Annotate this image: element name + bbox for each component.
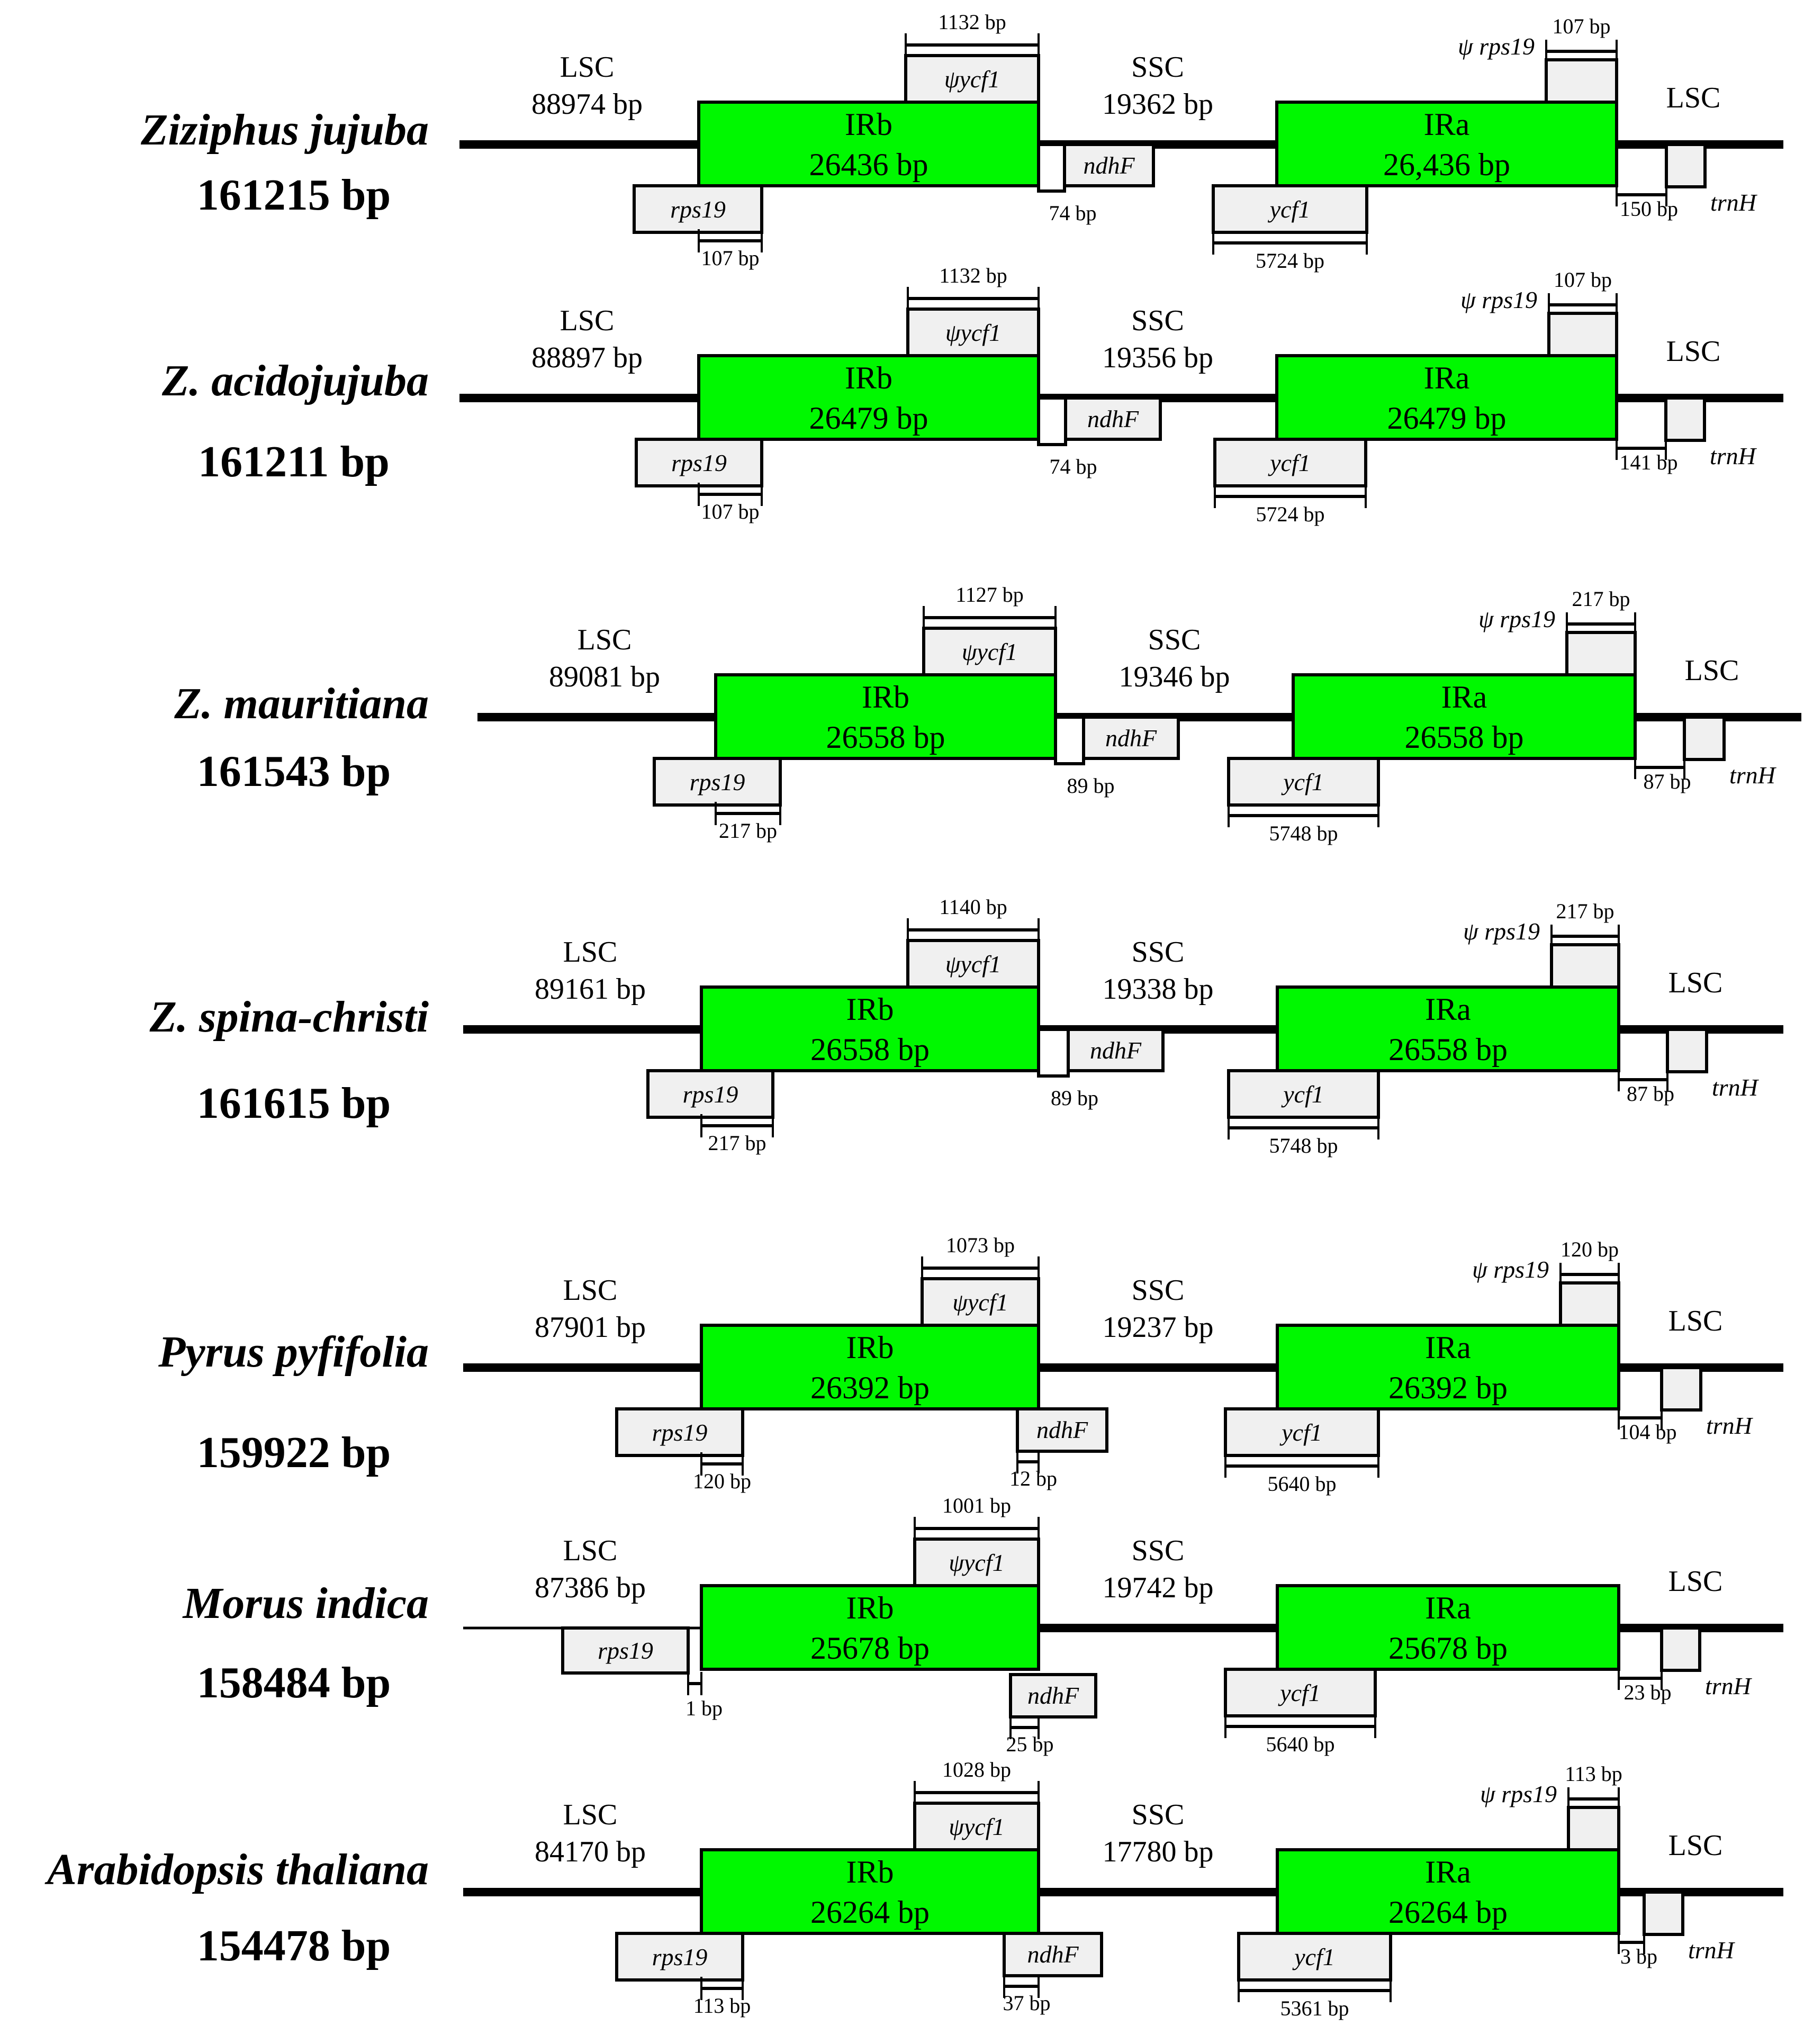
species-name: Pyrus pyfifolia [158, 1327, 429, 1377]
ira-label: IRa [1425, 992, 1471, 1027]
ira-size: 26392 bp [1388, 1370, 1508, 1405]
psi-ycf1-label: ψycf1 [949, 1549, 1005, 1576]
ycf1-label: ycf1 [1270, 449, 1311, 476]
ycf1-label: ycf1 [1294, 1943, 1335, 1970]
rps19-span-label: 120 bp [693, 1469, 751, 1493]
trnH-gap-label: 150 bp [1620, 197, 1678, 221]
irb-label: IRb [846, 1855, 894, 1889]
psi-ycf1-span-label: 1001 bp [942, 1494, 1011, 1517]
ndhF-gap-box [1039, 144, 1065, 191]
row-3 [477, 583, 1801, 845]
lsc-left-size: 87386 bp [535, 1571, 646, 1604]
psi-ycf1-span-label: 1132 bp [939, 264, 1007, 287]
ira-size: 26558 bp [1388, 1032, 1508, 1067]
rps19-span-label: 107 bp [701, 246, 760, 270]
ira-size: 26264 bp [1388, 1895, 1508, 1930]
irb-label: IRb [846, 1330, 894, 1365]
rps19-gap-label: 1 bp [685, 1696, 723, 1720]
ira-label: IRa [1425, 1855, 1471, 1889]
trnH-label: trnH [1710, 189, 1756, 216]
rps19-label: rps19 [652, 1943, 708, 1970]
rps19-label: rps19 [682, 1081, 738, 1108]
ssc-size: 17780 bp [1102, 1835, 1214, 1868]
rps19-span-label: 107 bp [701, 500, 760, 523]
trnH-box [1666, 398, 1704, 440]
ycf1-span-label: 5748 bp [1269, 821, 1338, 845]
trnH-gap-label: 87 bp [1643, 770, 1691, 793]
ndhF-label: ndhF [1036, 1416, 1088, 1443]
ssc-label: SSC [1131, 1798, 1185, 1831]
lsc-left-size: 89161 bp [535, 973, 646, 1006]
rps19-span-label: 113 bp [693, 1994, 751, 2018]
row-4 [463, 895, 1783, 1157]
trnH-gap-label: 141 bp [1619, 450, 1678, 474]
ira-size: 26479 bp [1387, 401, 1507, 436]
rps19-label: rps19 [689, 768, 745, 795]
row-6 [463, 1494, 1783, 1756]
genome-size: 158484 bp [196, 1658, 391, 1707]
ssc-size: 19237 bp [1102, 1311, 1214, 1344]
lsc-right-label: LSC [1668, 1565, 1723, 1598]
psi-rps19-label: ψ rps19 [1460, 286, 1537, 313]
trnH-box [1662, 1628, 1700, 1670]
trnH-box [1684, 717, 1724, 759]
psi-rps19-box [1567, 632, 1635, 675]
genome-size: 159922 bp [196, 1428, 391, 1477]
irb-size: 26264 bp [810, 1895, 930, 1930]
ssc-size: 19356 bp [1102, 341, 1213, 374]
lsc-left-size: 88897 bp [531, 341, 643, 374]
ira-size: 26,436 bp [1383, 147, 1510, 182]
lsc-left-label: LSC [560, 51, 615, 84]
psi-rps19-span-label: 107 bp [1554, 268, 1612, 292]
ira-label: IRa [1425, 1590, 1471, 1625]
rps19-label: rps19 [598, 1637, 653, 1664]
species-name: Arabidopsis thaliana [47, 1845, 429, 1894]
irb-size: 26558 bp [826, 720, 945, 755]
irb-size: 26479 bp [809, 401, 928, 436]
ndhF-label: ndhF [1089, 1037, 1142, 1064]
ndhF-gap-label: 74 bp [1049, 455, 1097, 478]
trnH-gap-label: 87 bp [1627, 1082, 1674, 1106]
trnH-gap-label: 23 bp [1623, 1680, 1672, 1704]
psi-ycf1-label: ψycf1 [945, 951, 1002, 978]
ndhF-span-label: 37 bp [1003, 1991, 1051, 2015]
irb-label: IRb [846, 992, 894, 1027]
irb-label: IRb [845, 107, 892, 142]
rps19-label: rps19 [670, 196, 726, 223]
genome-size: 161615 bp [196, 1079, 391, 1128]
trnH-gap-label: 104 bp [1618, 1420, 1677, 1444]
lsc-left-size: 89081 bp [549, 661, 660, 693]
ndhF-gap-label: 89 bp [1067, 774, 1115, 798]
psi-rps19-span-label: 107 bp [1552, 14, 1611, 38]
trnH-gap-label: 3 bp [1620, 1944, 1657, 1968]
psi-ycf1-label: ψycf1 [961, 638, 1018, 665]
psi-ycf1-label: ψycf1 [952, 1289, 1008, 1316]
trnH-box [1667, 1029, 1707, 1072]
psi-ycf1-span-label: 1073 bp [946, 1233, 1015, 1257]
trnH-label: trnH [1712, 1074, 1758, 1101]
ssc-label: SSC [1131, 1534, 1185, 1567]
irb-label: IRb [846, 1590, 894, 1625]
lsc-right-label: LSC [1668, 966, 1723, 999]
ycf1-span-label: 5748 bp [1269, 1134, 1338, 1157]
genome-size: 161543 bp [196, 747, 391, 796]
trnH-box [1666, 144, 1705, 187]
ira-size: 25678 bp [1388, 1631, 1508, 1666]
ndhF-gap-box [1039, 398, 1066, 445]
ssc-size: 19742 bp [1102, 1571, 1214, 1604]
ssc-label: SSC [1148, 623, 1201, 656]
psi-rps19-label: ψ rps19 [1480, 1780, 1557, 1807]
rps19-label: rps19 [671, 449, 727, 476]
row-5 [463, 1233, 1783, 1496]
ycf1-label: ycf1 [1283, 1081, 1324, 1108]
lsc-left-size: 84170 bp [535, 1835, 646, 1868]
ssc-label: SSC [1131, 936, 1185, 969]
ndhF-label: ndhF [1087, 405, 1139, 432]
ira-label: IRa [1423, 107, 1470, 142]
ssc-size: 19346 bp [1119, 661, 1230, 693]
psi-rps19-span-label: 120 bp [1561, 1237, 1619, 1261]
ycf1-label: ycf1 [1280, 1679, 1321, 1706]
ssc-size: 19338 bp [1102, 973, 1214, 1006]
ndhF-label: ndhF [1027, 1682, 1079, 1709]
psi-ycf1-span-label: 1127 bp [955, 583, 1024, 607]
species-name: Z. acidojujuba [161, 356, 429, 405]
ndhF-gap-box [1056, 717, 1084, 764]
ssc-size: 19362 bp [1102, 88, 1213, 121]
lsc-left-label: LSC [563, 936, 618, 969]
ssc-label: SSC [1131, 1274, 1185, 1307]
ndhF-gap-label: 74 bp [1049, 201, 1097, 225]
ira-label: IRa [1423, 360, 1470, 395]
ndhF-gap-box [1039, 1029, 1068, 1076]
irb-size: 26558 bp [810, 1032, 930, 1067]
irb-label: IRb [845, 360, 892, 395]
ndhF-gap-label: 89 bp [1051, 1086, 1098, 1110]
psi-ycf1-label: ψycf1 [945, 319, 1002, 346]
psi-rps19-label: ψ rps19 [1472, 1256, 1549, 1283]
trnH-label: trnH [1705, 1672, 1751, 1699]
ycf1-span-label: 5640 bp [1266, 1732, 1335, 1756]
ycf1-span-label: 5724 bp [1256, 249, 1324, 273]
psi-rps19-box [1549, 313, 1617, 356]
rps19-label: rps19 [652, 1419, 708, 1446]
psi-rps19-box [1568, 1807, 1619, 1850]
psi-ycf1-span-label: 1132 bp [938, 10, 1006, 34]
trnH-label: trnH [1688, 1937, 1734, 1964]
lsc-left-size: 88974 bp [531, 88, 643, 121]
ndhF-label: ndhF [1027, 1941, 1079, 1968]
lsc-left-label: LSC [577, 623, 632, 656]
trnH-label: trnH [1706, 1412, 1752, 1439]
psi-rps19-label: ψ rps19 [1478, 605, 1555, 632]
species-name: Z. mauritiana [174, 679, 429, 728]
psi-rps19-label: ψ rps19 [1463, 918, 1540, 945]
lsc-right-label: LSC [1666, 335, 1721, 368]
ndhF-label: ndhF [1083, 152, 1135, 179]
ycf1-span-label: 5640 bp [1267, 1472, 1337, 1496]
lsc-left-label: LSC [563, 1798, 618, 1831]
irb-size: 25678 bp [810, 1631, 930, 1666]
psi-ycf1-span-label: 1140 bp [939, 895, 1007, 919]
ycf1-label: ycf1 [1282, 1419, 1322, 1446]
lsc-right-label: LSC [1666, 82, 1721, 114]
ira-label: IRa [1441, 680, 1487, 715]
psi-rps19-box [1561, 1283, 1619, 1325]
lsc-left-label: LSC [563, 1274, 618, 1307]
trnH-label: trnH [1729, 762, 1775, 789]
ycf1-span-label: 5361 bp [1280, 1996, 1349, 2020]
ycf1-span-label: 5724 bp [1256, 502, 1325, 526]
genome-size: 161211 bp [198, 437, 390, 486]
psi-rps19-span-label: 217 bp [1572, 587, 1630, 611]
rps19-span-label: 217 bp [708, 1131, 766, 1155]
ira-label: IRa [1425, 1330, 1471, 1365]
trnH-label: trnH [1710, 442, 1756, 469]
psi-rps19-span-label: 217 bp [1556, 899, 1614, 923]
psi-rps19-label: ψ rps19 [1458, 33, 1535, 60]
ndhF-span-label: 12 bp [1009, 1467, 1057, 1490]
irb-label: IRb [862, 680, 909, 715]
row-2 [459, 264, 1783, 526]
psi-rps19-box [1552, 945, 1619, 987]
genome-size: 154478 bp [196, 1921, 391, 1970]
psi-rps19-span-label: 113 bp [1565, 1762, 1622, 1786]
lsc-right-label: LSC [1684, 654, 1739, 687]
ira-size: 26558 bp [1404, 720, 1524, 755]
irb-size: 26392 bp [810, 1370, 930, 1405]
genome-size: 161215 bp [196, 170, 391, 220]
trnH-box [1644, 1892, 1683, 1934]
ndhF-span-label: 25 bp [1006, 1732, 1054, 1756]
psi-ycf1-label: ψycf1 [944, 66, 1000, 93]
psi-ycf1-span-label: 1028 bp [942, 1758, 1011, 1781]
lsc-left-size: 87901 bp [535, 1311, 646, 1344]
species-name: Z. spina-christi [149, 992, 429, 1042]
row-7 [463, 1758, 1783, 2020]
ycf1-label: ycf1 [1269, 196, 1311, 223]
psi-rps19-box [1546, 60, 1617, 102]
ssc-label: SSC [1131, 51, 1184, 84]
irb-size: 26436 bp [809, 147, 928, 182]
row-1 [459, 10, 1783, 273]
trnH-box [1662, 1368, 1701, 1410]
ssc-label: SSC [1131, 304, 1184, 337]
rps19-span-label: 217 bp [719, 819, 777, 843]
psi-ycf1-label: ψycf1 [949, 1813, 1005, 1840]
species-name: Morus indica [183, 1579, 429, 1628]
ndhF-label: ndhF [1105, 725, 1157, 752]
lsc-right-label: LSC [1668, 1829, 1723, 1862]
lsc-left-label: LSC [560, 304, 615, 337]
lsc-left-label: LSC [563, 1534, 618, 1567]
lsc-right-label: LSC [1668, 1305, 1723, 1337]
species-name: Ziziphus jujuba [141, 105, 429, 155]
ycf1-label: ycf1 [1283, 768, 1324, 795]
